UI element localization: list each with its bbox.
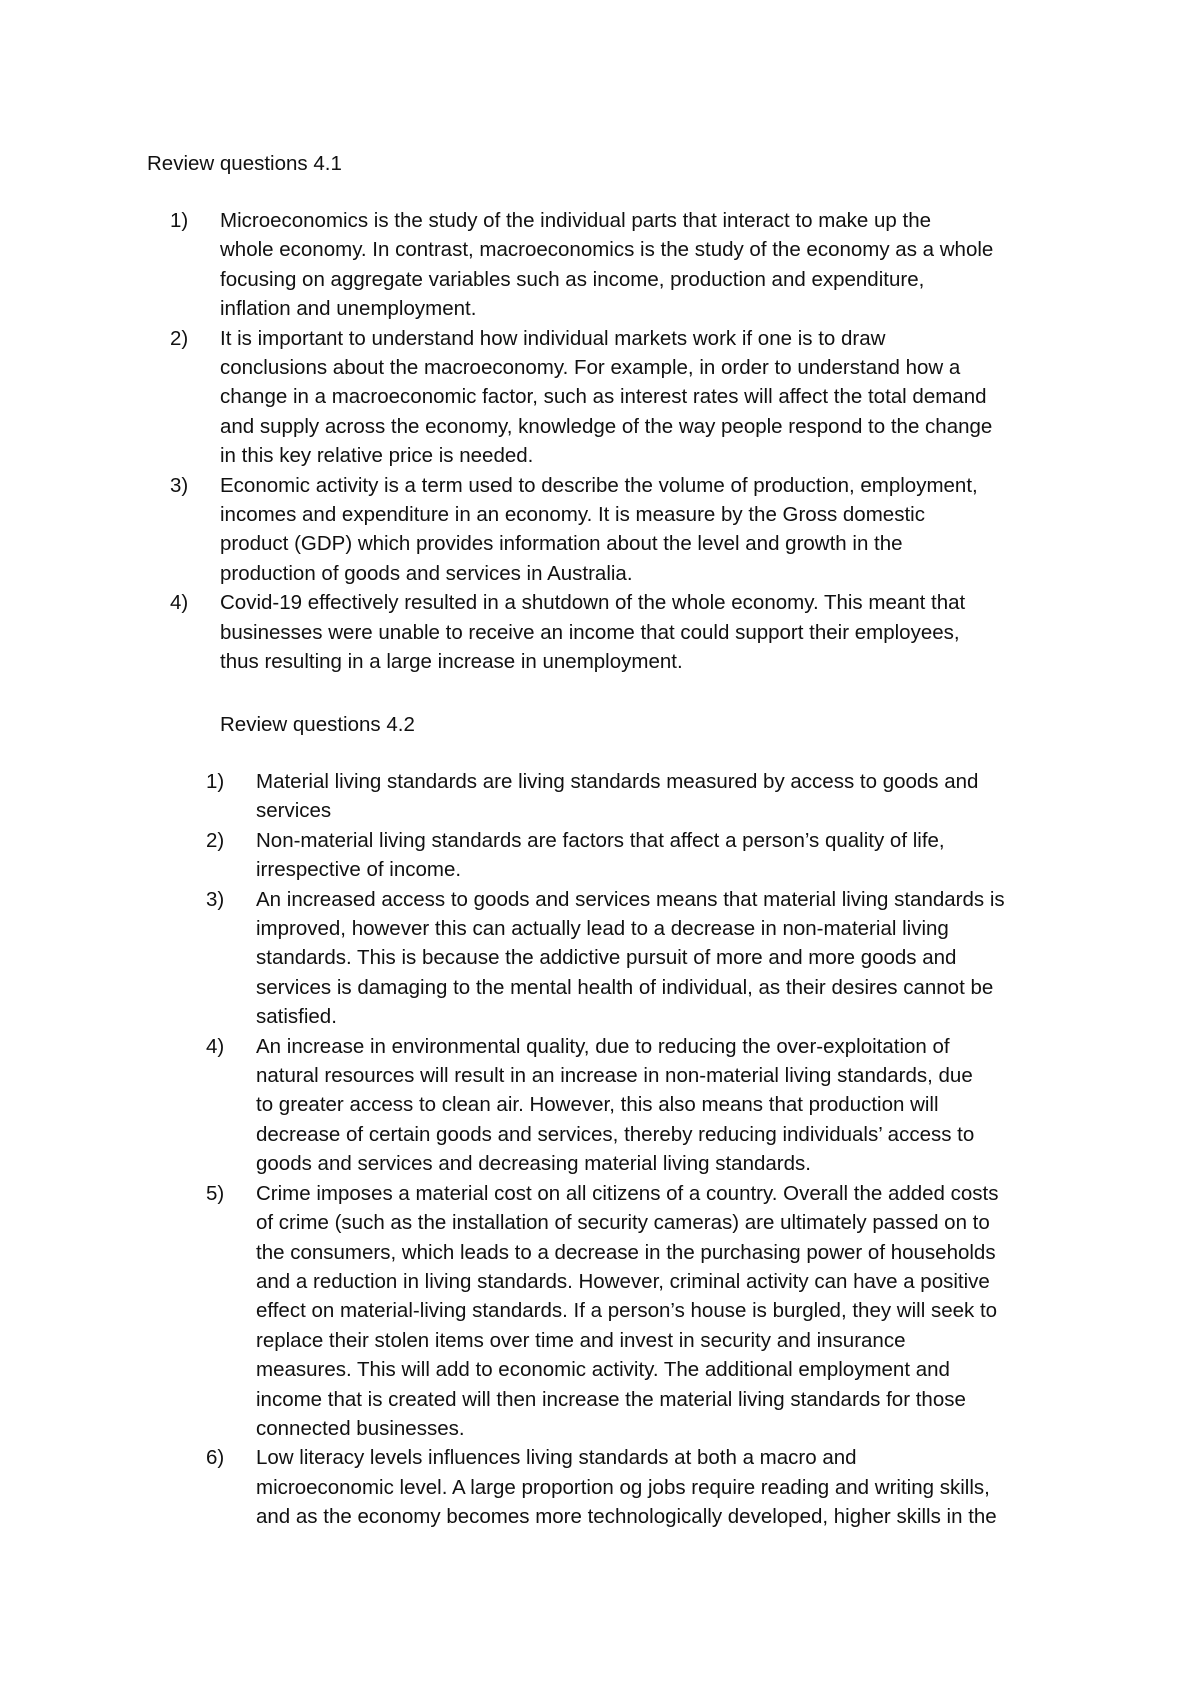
answer-text-line: improved, however this can actually lead to a decrease in non-material living	[256, 917, 949, 941]
answer-text-line: services is damaging to the mental health of individual, as their desires cannot be	[256, 975, 994, 999]
answer-text-line: businesses were unable to receive an income that could support their employees,	[220, 620, 960, 644]
answer-text-line: income that is created will then increase the material living standards for those	[256, 1387, 966, 1411]
answer-text-line: product (GDP) which provides information about the level and growth in the	[220, 532, 903, 556]
question-number: 4)	[206, 1034, 225, 1058]
answer-text-line: measures. This will add to economic activity. The additional employment and	[256, 1358, 950, 1382]
answer-text-line: satisfied.	[256, 1005, 337, 1029]
answer-text-line: inflation and unemployment.	[220, 297, 477, 321]
answer-text-line: irrespective of income.	[256, 858, 462, 882]
question-number: 5)	[206, 1181, 225, 1205]
answer-text-line: Material living standards are living standards measured by access to goods and	[256, 770, 979, 793]
question-number: 1)	[170, 209, 189, 232]
section-heading-4-1: Review questions 4.1	[147, 152, 342, 175]
question-item	[170, 324, 1070, 471]
answer-text-line: conclusions about the macroeconomy. For example, in order to understand how a	[220, 356, 961, 380]
answer-text-line: and as the economy becomes more technologically developed, higher skills in the	[256, 1505, 997, 1529]
question-item	[206, 1179, 1070, 1444]
question-number: 6)	[206, 1446, 225, 1470]
question-list-4-2	[206, 767, 1070, 1532]
question-number: 3)	[206, 887, 225, 911]
answer-text-line: Economic activity is a term used to describe the volume of production, employment,	[220, 473, 978, 497]
question-number: 2)	[206, 828, 225, 852]
question-item	[170, 471, 1070, 589]
answer-text-line: connected businesses.	[256, 1416, 465, 1440]
answer-text-line: change in a macroeconomic factor, such as interest rates will affect the total demand	[220, 385, 987, 409]
answer-text-line: production of goods and services in Australia.	[220, 561, 633, 585]
answer-text-line: services	[256, 799, 332, 823]
answer-text-line: An increase in environmental quality, due to reducing the over-exploitation of	[256, 1034, 950, 1058]
question-number: 1)	[206, 770, 225, 793]
question-number: 2)	[170, 326, 189, 350]
answer-text-line: whole economy. In contrast, macroeconomics is the study of the economy as a whole	[220, 238, 994, 262]
answer-text-line: Non-material living standards are factors that affect a person’s quality of life,	[256, 828, 945, 852]
answer-text-line: An increased access to goods and services means that material living standards is	[256, 887, 1005, 911]
question-item	[206, 826, 1070, 885]
answer-text-line: Microeconomics is the study of the individual parts that interact to make up the	[220, 209, 932, 232]
answer-text-line: effect on material-living standards. If a person’s house is burgled, they will seek to	[256, 1299, 998, 1323]
answer-text-line: standards. This is because the addictive pursuit of more and more goods and	[256, 946, 957, 970]
answer-text-line: goods and services and decreasing material living standards.	[256, 1152, 811, 1176]
question-list-4-1	[170, 206, 1070, 677]
answer-text-line: the consumers, which leads to a decrease in the purchasing power of households	[256, 1240, 996, 1264]
answer-text-line: microeconomic level. A large proportion og jobs require reading and writing skills,	[256, 1475, 990, 1499]
section-heading-4-2: Review questions 4.2	[220, 713, 415, 736]
question-item	[206, 1443, 1070, 1531]
answer-text-line: Covid-19 effectively resulted in a shutdown of the whole economy. This meant that	[220, 591, 966, 615]
answer-text-line: of crime (such as the installation of security cameras) are ultimately passed on to	[256, 1211, 990, 1235]
question-number: 4)	[170, 591, 189, 615]
answer-text-line: incomes and expenditure in an economy. It is measure by the Gross domestic	[220, 503, 925, 527]
question-item	[170, 206, 1070, 324]
answer-text-line: Low literacy levels influences living standards at both a macro and	[256, 1446, 857, 1470]
answer-text-line: Crime imposes a material cost on all citizens of a country. Overall the added costs	[256, 1181, 999, 1205]
answer-text-line: and supply across the economy, knowledge of the way people respond to the change	[220, 414, 993, 438]
answer-text-line: and a reduction in living standards. However, criminal activity can have a positive	[256, 1269, 990, 1293]
answer-text-line: thus resulting in a large increase in unemployment.	[220, 650, 683, 674]
answer-text-line: to greater access to clean air. However, this also means that production will	[256, 1093, 939, 1117]
answer-text-line: natural resources will result in an increase in non-material living standards, due	[256, 1064, 973, 1088]
answer-text-line: in this key relative price is needed.	[220, 444, 534, 468]
answer-text-line: focusing on aggregate variables such as income, production and expenditure,	[220, 267, 925, 291]
answer-text-line: It is important to understand how individual markets work if one is to draw	[220, 326, 886, 350]
answer-text-line: replace their stolen items over time and invest in security and insurance	[256, 1328, 906, 1352]
question-item	[206, 1032, 1070, 1179]
question-item	[170, 588, 1070, 676]
question-item	[206, 885, 1070, 1032]
answer-text-line: decrease of certain goods and services, thereby reducing individuals’ access to	[256, 1122, 975, 1146]
question-number: 3)	[170, 473, 189, 497]
question-item	[206, 767, 1070, 826]
